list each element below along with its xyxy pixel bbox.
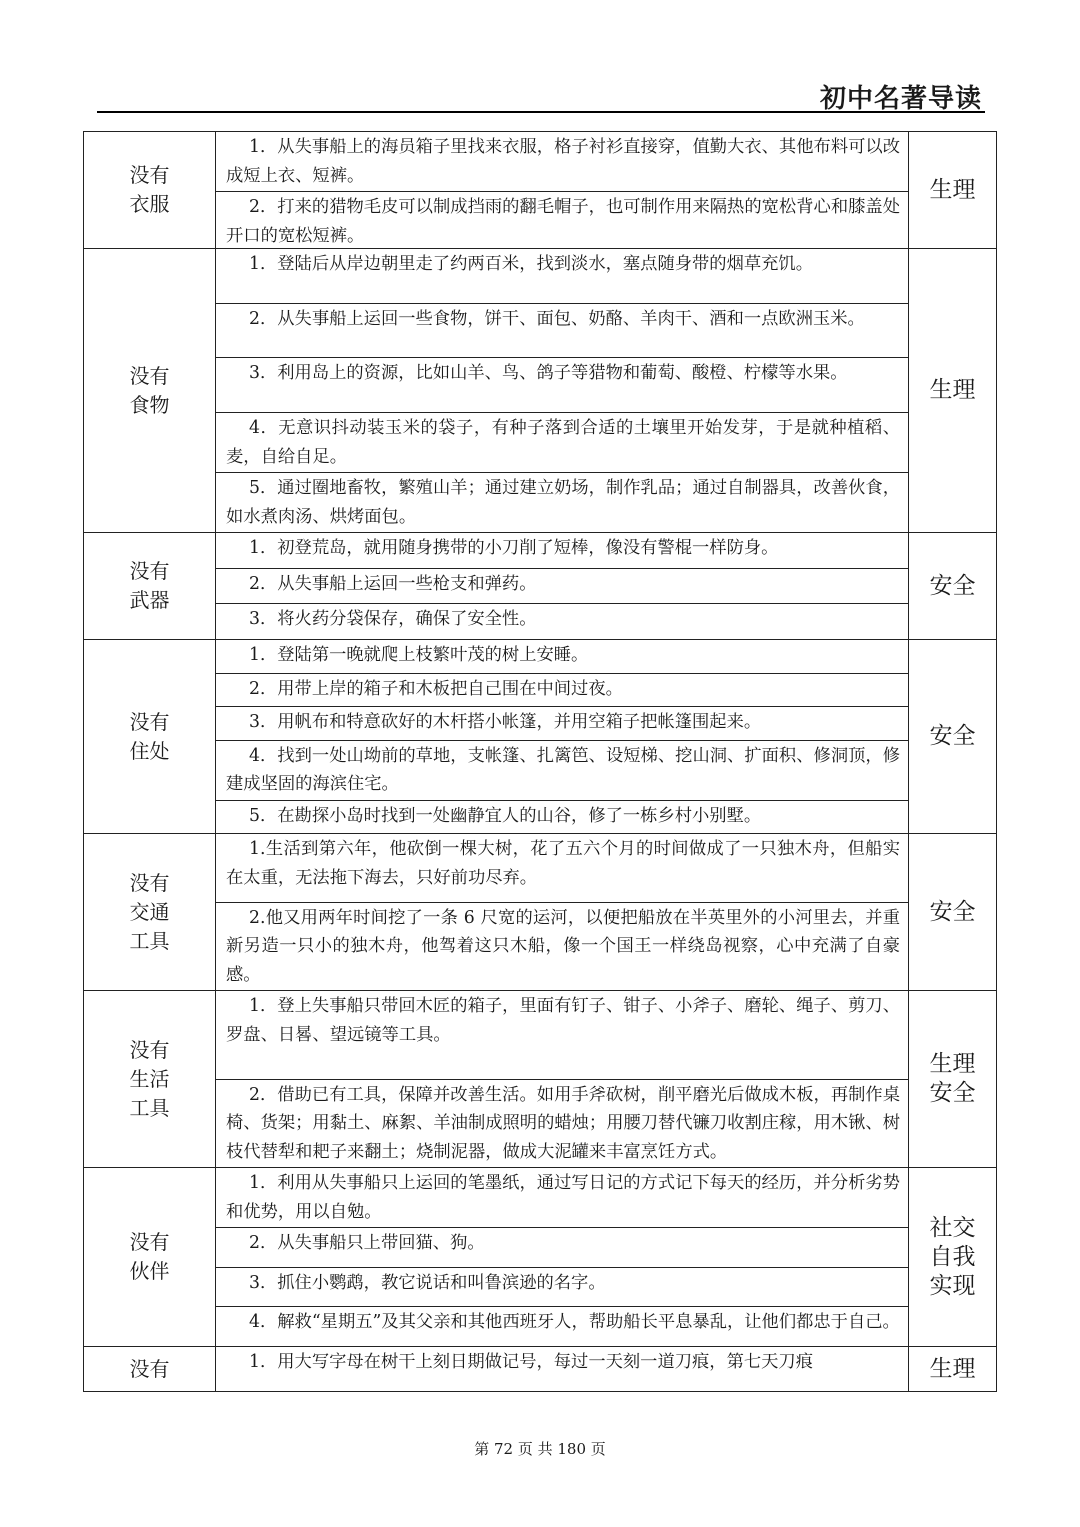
need-label: 生理 xyxy=(929,1051,976,1077)
measure-item: 1．利用从失事船只上运回的笔墨纸，通过写日记的方式记下每天的经历，并分析劣势和优势，用以自勉。 xyxy=(216,1168,908,1228)
category-cell xyxy=(84,991,216,1168)
category-label: 交通 xyxy=(129,899,170,924)
measure-item: 2．从失事船上运回一些枪支和弹药。 xyxy=(216,569,908,605)
measure-item: 4．找到一处山坳前的草地，支帐篷、扎篱笆、设短梯、挖山洞、扩面积、修洞顶，修建成坚固的海滨住宅。 xyxy=(216,741,908,801)
measure-item: 1．从失事船上的海员箱子里找来衣服，格子衬衫直接穿，值勤大衣、其他布料可以改成短上衣、短裤。 xyxy=(216,132,908,192)
category-label: 食物 xyxy=(129,392,170,417)
header-rule xyxy=(97,111,985,113)
category-label: 工具 xyxy=(129,928,170,953)
category-label: 伙伴 xyxy=(129,1259,170,1283)
measures-cell xyxy=(216,1168,909,1347)
category-label: 没有 xyxy=(129,1356,170,1381)
need-cell xyxy=(909,640,997,834)
measure-item: 4．解救“星期五”及其父亲和其他西班牙人，帮助船长平息暴乱，让他们都忠于自己。 xyxy=(249,1312,900,1333)
measure-item: 3．抓住小鹦鹉，教它说话和叫鲁滨逊的名字。 xyxy=(216,1268,908,1308)
category-cell xyxy=(84,533,216,640)
need-label: 安全 xyxy=(929,898,976,925)
measure-item: 1．用大写字母在树干上刻日期做记号，每过一天刻一道刀痕，第七天刀痕 xyxy=(249,1352,813,1372)
need-label: 自我 xyxy=(929,1243,976,1270)
need-label: 安全 xyxy=(929,723,976,749)
need-label: 安全 xyxy=(929,572,976,599)
measure-item: 5．在勘探小岛时找到一处幽静宜人的山谷，修了一栋乡村小别墅。 xyxy=(249,805,762,826)
header-title: 初中名著导读 xyxy=(819,84,982,114)
measure-item: 3．用帆布和特意砍好的木杆搭小帐篷，并用空箱子把帐篷围起来。 xyxy=(216,707,908,741)
measure-item: 3．利用岛上的资源，比如山羊、鸟、鸽子等猎物和葡萄、酸橙、柠檬等水果。 xyxy=(216,358,908,413)
table-row xyxy=(84,1168,997,1347)
category-label: 没有 xyxy=(129,1037,170,1062)
measure-item: 2.他又用两年时间挖了一条 6 尺宽的运河，以便把船放在半英里外的小河里去，并重新另造一只小的独木舟，他驾着这只木船，像一个国王一样绕岛视察，心中充满了自豪感。 xyxy=(226,907,900,985)
measures-cell xyxy=(216,249,909,533)
measure-item: 4．无意识抖动装玉米的袋子，有种子落到合适的土壤里开始发芽，于是就种植稻、麦，自给自足。 xyxy=(216,413,908,473)
need-cell xyxy=(909,533,997,640)
table-row xyxy=(84,834,997,991)
category-label: 住处 xyxy=(129,738,170,763)
need-label: 安全 xyxy=(929,1080,976,1106)
need-label: 实现 xyxy=(929,1272,976,1299)
reading-table xyxy=(83,131,997,1392)
table-row xyxy=(84,1347,997,1392)
page-number: 第 72 页 共 180 页 xyxy=(474,1440,606,1458)
measure-item: 1．登上失事船只带回木匠的箱子，里面有钉子、钳子、小斧子、磨轮、绳子、剪刀、罗盘、日晷、望远镜等工具。 xyxy=(216,991,908,1080)
need-label: 生理 xyxy=(929,377,976,403)
measures-cell xyxy=(216,1347,909,1392)
measure-item: 5．通过圈地畜牧，繁殖山羊；通过建立奶场，制作乳品；通过自制器具，改善伙食，如水煮肉汤、烘烤面包。 xyxy=(226,478,900,527)
measure-item: 2．从失事船只上带回猫、狗。 xyxy=(216,1228,908,1268)
table-row xyxy=(84,249,997,533)
category-cell xyxy=(84,640,216,834)
need-label: 生理 xyxy=(929,1355,976,1382)
category-label: 没有 xyxy=(129,163,170,187)
need-cell xyxy=(909,834,997,991)
category-label: 没有 xyxy=(129,870,170,895)
category-label: 没有 xyxy=(129,709,170,734)
measure-item: 1．登陆第一晚就爬上枝繁叶茂的树上安睡。 xyxy=(216,640,908,674)
category-cell xyxy=(84,834,216,991)
measures-cell xyxy=(216,132,909,249)
category-cell xyxy=(84,1347,216,1392)
category-label: 没有 xyxy=(129,363,170,388)
measures-cell xyxy=(216,533,909,640)
need-label: 生理 xyxy=(929,176,976,203)
category-label: 没有 xyxy=(129,559,170,583)
table-row xyxy=(84,132,997,249)
need-cell xyxy=(909,991,997,1168)
need-label: 社交 xyxy=(929,1214,976,1241)
measure-item: 2．用带上岸的箱子和木板把自己围在中间过夜。 xyxy=(216,674,908,708)
category-label: 生活 xyxy=(129,1066,170,1091)
table-row xyxy=(84,991,997,1168)
category-label: 武器 xyxy=(129,588,170,612)
category-cell xyxy=(84,249,216,533)
measures-cell xyxy=(216,991,909,1168)
measure-item: 1.生活到第六年，他砍倒一棵大树，花了五六个月的时间做成了一只独木舟，但船实在太重，无法拖下海去，只好前功尽弃。 xyxy=(216,834,908,903)
need-cell xyxy=(909,1347,997,1392)
measure-item: 2．从失事船上运回一些食物，饼干、面包、奶酪、羊肉干、酒和一点欧洲玉米。 xyxy=(216,304,908,359)
measures-cell xyxy=(216,640,909,834)
measure-item: 1．初登荒岛，就用随身携带的小刀削了短棒，像没有警棍一样防身。 xyxy=(216,533,908,569)
category-cell xyxy=(84,132,216,249)
measure-item: 2．借助已有工具，保障并改善生活。如用手斧砍树，削平磨光后做成木板，再制作桌椅、货架；用黏土、麻絮、羊油制成照明的蜡烛；用腰刀替代镰刀收割庄稼，用木锹、树枝代替犁和耙子来翻土；烧制泥器，做成大泥罐来丰富烹饪方式。 xyxy=(226,1084,900,1162)
measure-item: 1．登陆后从岸边朝里走了约两百米，找到淡水，塞点随身带的烟草充饥。 xyxy=(216,249,908,304)
category-label: 工具 xyxy=(129,1095,170,1120)
category-cell xyxy=(84,1168,216,1347)
category-label: 衣服 xyxy=(129,192,170,216)
table-row xyxy=(84,533,997,640)
measure-item: 3．将火药分袋保存，确保了安全性。 xyxy=(249,609,537,630)
table-row xyxy=(84,640,997,834)
category-label: 没有 xyxy=(129,1230,170,1254)
measure-item: 2．打来的猎物毛皮可以制成挡雨的翻毛帽子，也可制作用来隔热的宽松背心和膝盖处开口的宽松短裤。 xyxy=(226,197,900,246)
measures-cell xyxy=(216,834,909,991)
need-cell xyxy=(909,1168,997,1347)
need-cell xyxy=(909,132,997,249)
need-cell xyxy=(909,249,997,533)
